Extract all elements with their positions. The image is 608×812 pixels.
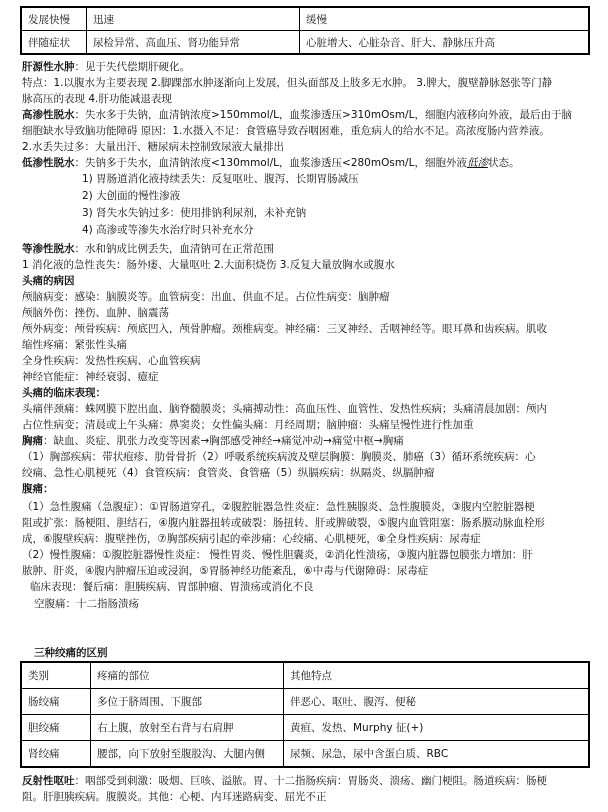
body-line: 临床表现：餐后痛：胆胰疾病、胃部肿瘤、胃溃疡或消化不良 xyxy=(30,581,314,593)
body-line: 颅脑外伤：挫伤、血肿、脑震荡 xyxy=(22,307,169,319)
section-heading: 胸痛 xyxy=(22,435,43,447)
body-line: 颅脑病变：感染：脑膜炎等。血管病变：出血、供血不足。占位性病变：脑肿瘤 xyxy=(22,291,390,303)
list-item: 2) 大创面的慢性渗液 xyxy=(82,190,181,202)
table-row xyxy=(21,741,589,768)
table-cell: 右上腹，放射至右背与右肩胛 xyxy=(91,715,284,741)
section-heading: 头痛的临床表现 xyxy=(22,387,96,399)
liver-edema-line xyxy=(22,60,596,75)
table-cell: 胆绞痛 xyxy=(21,715,91,741)
body-text: ：见于失代偿期肝硬化。 xyxy=(74,61,190,73)
colic-comparison-table xyxy=(20,661,590,768)
section-heading: 反射性呕吐 xyxy=(22,775,75,787)
table-cell: 尿检异常、高血压、肾功能异常 xyxy=(87,31,300,55)
body-text: ：缺血、炎症、肌张力改变等因素→胸部感受神经→痛觉冲动→痛觉中枢→胸痛 xyxy=(43,435,404,447)
body-text: ：失钠多于失水，血清钠浓度<130mmol/L，血浆渗透压<280mOsm/L，细胞外液 xyxy=(74,157,467,169)
headache-clinical-heading xyxy=(22,386,596,401)
body-line: 脉高压的表现 4.肝功能减退表现 xyxy=(22,93,172,105)
body-line: 全身性疾病：发热性疾病、心血管疾病 xyxy=(22,355,201,367)
table-cell: 肾绞痛 xyxy=(21,741,91,768)
section-heading: 等渗性脱水 xyxy=(22,243,75,255)
heading-colon: ： xyxy=(43,483,54,495)
table-cell: 发展快慢 xyxy=(21,7,87,31)
body-line: （1）胸部疾病：带状疱疹、肋骨骨折（2）呼吸系统疾病波及壁层胸膜：胸膜炎、肺癌（3）循环系统疾病：心 xyxy=(22,451,536,463)
abdominal-pain-heading xyxy=(22,482,596,497)
body-line: 绞痛、急性心肌梗死（4）食管疾病：食管炎、食管癌（5）纵膈疾病：纵隔炎、纵膈肿瘤 xyxy=(22,467,435,479)
section-heading: 低渗性脱水 xyxy=(22,157,75,169)
body-line: 占位性病变；清晨或上午头痛：鼻窦炎；女性偏头痛：月经周期；脑肿瘤：头痛呈慢性进行性加重 xyxy=(22,419,474,431)
table-row xyxy=(21,31,589,55)
body-line: 空腹痛：十二指肠溃疡 xyxy=(34,598,139,610)
body-line: 脓肿、肝炎，④腹内肿瘤压迫或浸润，⑤胃肠神经功能紊乱，⑥中毒与代谢障碍：尿毒症 xyxy=(22,565,429,577)
body-line: 细胞缺水导致脑功能障碍 原因：1.水摄入不足：食管癌导致吞咽困难，重危病人的给水不足。高浓度肠内营养液。 xyxy=(22,125,550,137)
table-header-cell: 类别 xyxy=(21,662,91,689)
table-cell: 伴随症状 xyxy=(21,31,87,55)
table-cell: 迅速 xyxy=(87,7,300,31)
body-line: 阻。肝胆胰疾病。腹膜炎。其他：心梗、内耳迷路病变、屈光不正 xyxy=(22,791,327,803)
section-heading: 腹痛 xyxy=(22,483,43,495)
underlined-term: 低渗 xyxy=(466,157,488,169)
table-cell: 黄疸、发热、Murphy 征(+) xyxy=(284,715,590,741)
edema-comparison-table xyxy=(20,6,590,55)
body-line: （2）慢性腹痛：①腹腔脏器慢性炎症： 慢性胃炎、慢性胆囊炎，②消化性溃疡，③腹内脏器包膜张力增加：肝 xyxy=(22,549,533,561)
chest-pain-line xyxy=(22,434,596,449)
table-cell: 腰部，向下放射至腹股沟、大腿内侧 xyxy=(91,741,284,768)
table-row xyxy=(21,7,589,31)
hypertonic-line xyxy=(22,108,596,123)
body-text: ：水和钠成比例丢失，血清钠可在正常范围 xyxy=(74,243,274,255)
body-line: 头痛伴颈痛：蛛网膜下腔出血、脑脊髓膜炎；头痛搏动性：高血压性、血管性、发热性疾病；头痛清晨加剧：颅内 xyxy=(22,403,547,415)
list-item: 4) 高渗或等渗失水治疗时只补充水分 xyxy=(82,224,254,236)
body-text: ：失水多于失钠，血清钠浓度>150mmol/L，血浆渗透压>310mOsm/L，细胞内液移向外液，最后由于脑 xyxy=(74,109,572,121)
table-cell: 多位于脐周围、下腹部 xyxy=(91,689,284,715)
body-line: （1）急性腹痛（急腹症）：①胃肠道穿孔，②腹腔脏器急性炎症：急性胰腺炎、急性腹膜炎，③腹内空腔脏器梗 xyxy=(22,501,535,513)
section-heading: 肝源性水肿 xyxy=(22,61,75,73)
section-heading: 高渗性脱水 xyxy=(22,109,75,121)
headache-cause-heading: 头痛的病因 xyxy=(22,275,75,287)
table-header-cell: 其他特点 xyxy=(284,662,590,689)
table-cell: 尿频、尿急，尿中含蛋白质、RBC xyxy=(284,741,590,768)
body-line: 阻或扩张：肠梗阻、胆结石，④腹内脏器扭转或破裂：肠扭转、肝或脾破裂，⑤腹内血管阻塞：肠系膜动脉血栓形 xyxy=(22,517,545,529)
table-row xyxy=(21,715,589,741)
body-text: 状态。 xyxy=(487,157,520,169)
table-row xyxy=(21,689,589,715)
body-line: 特点：1.以腹水为主要表现 2.脚踝部水肿逐渐向上发展，但头面部及上肢多无水肿。 3.脾大，腹壁静脉怒张等门静 xyxy=(22,77,553,89)
reflex-vomiting-line xyxy=(22,774,596,789)
table-cell: 伴恶心、呕吐、腹泻、便秘 xyxy=(284,689,590,715)
table-cell: 缓慢 xyxy=(300,7,590,31)
table-header-row xyxy=(21,662,589,689)
table-header-cell: 疼痛的部位 xyxy=(91,662,284,689)
body-line: 1 消化液的急性丧失：肠外瘘、大量呕吐 2.大面积烧伤 3.反复大量放胸水或腹水 xyxy=(22,259,395,271)
body-text: ：咽部受到刺激：吸烟、巨咳、溢脓。胃、十二指肠疾病：胃肠炎、溃疡、幽门梗阻。肠道疾病：肠梗 xyxy=(74,775,547,787)
body-line: 神经官能症：神经衰弱、癔症 xyxy=(22,371,159,383)
table-cell: 心脏增大、心脏杂音、肝大、静脉压升高 xyxy=(300,31,590,55)
list-item: 1) 胃肠道消化液持续丢失：反复呕吐、腹泻、长期胃肠减压 xyxy=(82,173,359,185)
isotonic-line xyxy=(22,242,596,257)
body-line: 颅外病变：颅骨疾病：颅底凹入，颅骨肿瘤。颈椎病变。神经痛：三叉神经、舌咽神经等。眼耳鼻和齿疾病。肌收 xyxy=(22,323,547,335)
hypotonic-line xyxy=(22,156,596,171)
body-line: 2.水丢失过多：大量出汗、糖尿病未控制致尿液大量排出 xyxy=(22,141,285,153)
table-cell: 肠绞痛 xyxy=(21,689,91,715)
heading-colon: ： xyxy=(95,387,106,399)
body-line: 缩性疼痛：紧张性头痛 xyxy=(22,339,127,351)
colic-table-title: 三种绞痛的区别 xyxy=(34,647,108,659)
body-line: 成，⑥腹壁疾病：腹壁挫伤，⑦胸部疾病引起的牵涉痛：心绞痛、心肌梗死，⑧全身性疾病：尿毒症 xyxy=(22,533,481,545)
list-item: 3) 肾失水失钠过多：使用排钠利尿剂，未补充钠 xyxy=(82,207,307,219)
